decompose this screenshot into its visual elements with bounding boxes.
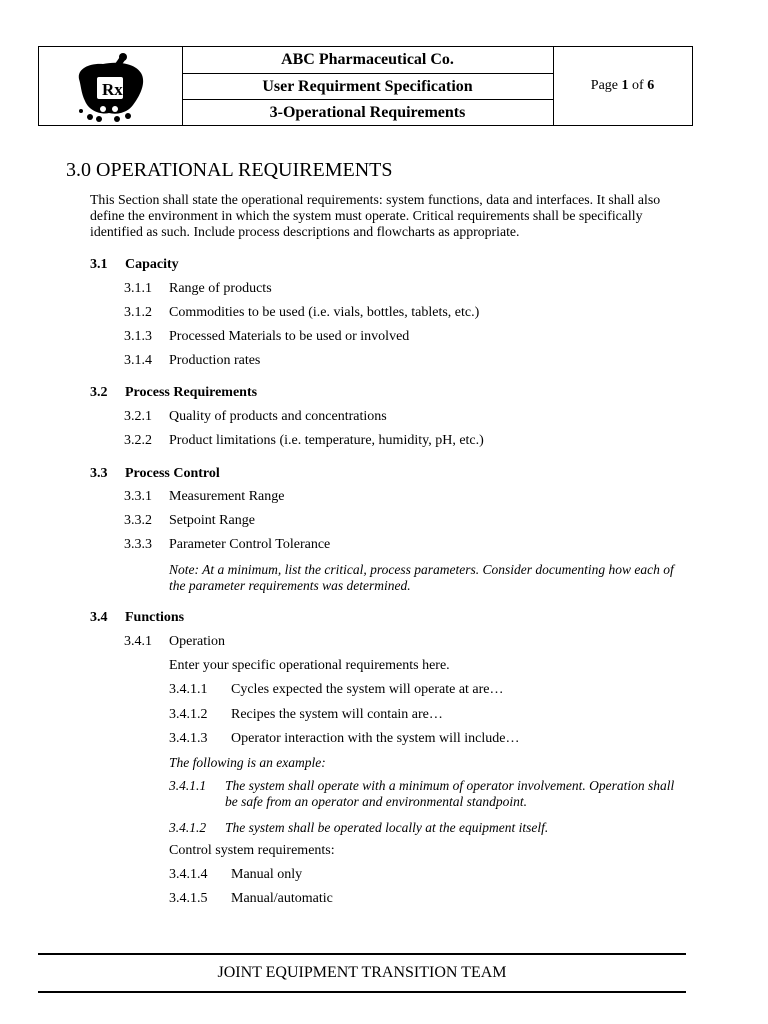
section-number: 3.2 — [90, 385, 108, 400]
control-label: Control system requirements: — [169, 843, 335, 858]
list-item — [124, 353, 260, 369]
document-header — [38, 46, 693, 126]
subsection-heading — [124, 634, 225, 650]
list-item — [124, 305, 479, 321]
item-text: Range of products — [169, 281, 272, 296]
example-item — [169, 778, 689, 810]
list-item — [169, 707, 443, 723]
item-text: Parameter Control Tolerance — [169, 537, 331, 552]
section-heading-3-3 — [90, 466, 220, 482]
section-heading-3-4 — [90, 610, 184, 626]
item-text: Production rates — [169, 353, 261, 368]
item-number: 3.4.1.5 — [169, 891, 208, 906]
section-title-text: Process Requirements — [125, 385, 258, 400]
item-number: 3.4.1.1 — [169, 778, 207, 793]
section-number: 3.1 — [90, 257, 108, 272]
item-text: The system shall operate with a minimum of operator involvement. Operation shall be safe from an operator and environmental standpoint. — [225, 778, 675, 809]
item-number: 3.4.1.4 — [169, 867, 208, 882]
footer-bottom-rule — [38, 991, 686, 993]
pharmacy-logo-icon — [73, 53, 149, 123]
item-number: 3.3.2 — [124, 513, 152, 528]
item-number: 3.1.1 — [124, 281, 152, 296]
section-number: 3.4 — [90, 610, 108, 625]
item-number: 3.4.1 — [124, 634, 152, 649]
section-title-text: Capacity — [125, 257, 179, 272]
list-item — [124, 329, 409, 345]
item-number: 3.2.2 — [124, 433, 152, 448]
page-total: 6 — [647, 78, 655, 93]
list-item — [169, 891, 333, 907]
item-number: 3.4.1.1 — [169, 682, 208, 697]
footer-text: JOINT EQUIPMENT TRANSITION TEAM — [217, 964, 507, 981]
item-number: 3.4.1.2 — [169, 820, 207, 835]
instruction-text: Enter your specific operational requirements here. — [169, 658, 450, 673]
item-text: Recipes the system will contain are… — [231, 707, 443, 722]
item-text: Operation — [169, 634, 225, 649]
item-text: Processed Materials to be used or involved — [169, 329, 410, 344]
item-number: 3.4.1.2 — [169, 707, 208, 722]
heading-number: 3.0 — [66, 159, 91, 181]
section-title: 3-Operational Requirements — [182, 99, 553, 125]
item-number: 3.1.3 — [124, 329, 152, 344]
item-number: 3.2.1 — [124, 409, 152, 424]
intro-paragraph: This Section shall state the operational requirements: system functions, data and interfaces. It shall also define the environment in which the system must operate. Critical requirements shall be specifically identified as such. Include process descriptions and flowcharts as appropriate. — [90, 192, 661, 239]
item-text: Manual/automatic — [231, 891, 333, 906]
item-text: Setpoint Range — [169, 513, 255, 528]
note-text: Note: At a minimum, list the critical, process parameters. Consider documenting how each of the parameter requirements was determined. — [169, 562, 674, 593]
page-prefix: Page — [590, 78, 622, 93]
list-item — [124, 433, 484, 449]
item-number: 3.1.2 — [124, 305, 152, 320]
item-text: The system shall be operated locally at the equipment itself. — [225, 820, 549, 835]
item-text: Manual only — [231, 867, 303, 882]
header-titles — [182, 47, 554, 125]
page-indicator — [553, 47, 692, 125]
page-current: 1 — [621, 78, 629, 93]
company-name: ABC Pharmaceutical Co. — [281, 51, 454, 68]
list-item — [169, 867, 302, 883]
list-item — [169, 682, 504, 698]
section-heading-3-2 — [90, 385, 257, 401]
list-item — [124, 409, 387, 425]
footer-top-rule — [38, 953, 686, 955]
heading-title: OPERATIONAL REQUIREMENTS — [96, 159, 393, 181]
item-text: Product limitations (i.e. temperature, humidity, pH, etc.) — [169, 433, 484, 448]
document-title: User Requirment Specification — [182, 73, 553, 99]
list-item — [124, 281, 272, 297]
item-number: 3.3.3 — [124, 537, 152, 552]
example-label: The following is an example: — [169, 755, 326, 770]
main-heading — [66, 159, 392, 182]
section-title-text: Functions — [125, 610, 185, 625]
item-text: Operator interaction with the system will include… — [231, 731, 520, 746]
section-heading-3-1 — [90, 257, 179, 273]
example-item — [169, 820, 548, 836]
item-text: Cycles expected the system will operate at are… — [231, 682, 504, 697]
list-item — [169, 731, 519, 747]
list-item — [124, 537, 330, 553]
list-item — [124, 489, 284, 505]
logo-cell — [39, 47, 183, 125]
list-item — [124, 513, 255, 529]
section-title-text: Process Control — [125, 466, 220, 481]
item-text: Measurement Range — [169, 489, 285, 504]
logo-rx-text: Rx — [102, 80, 123, 99]
section-number: 3.3 — [90, 466, 108, 481]
item-text: Commodities to be used (i.e. vials, bottles, tablets, etc.) — [169, 305, 480, 320]
item-number: 3.4.1.3 — [169, 731, 208, 746]
item-number: 3.3.1 — [124, 489, 152, 504]
page-of: of — [628, 78, 648, 93]
item-number: 3.1.4 — [124, 353, 152, 368]
item-text: Quality of products and concentrations — [169, 409, 387, 424]
